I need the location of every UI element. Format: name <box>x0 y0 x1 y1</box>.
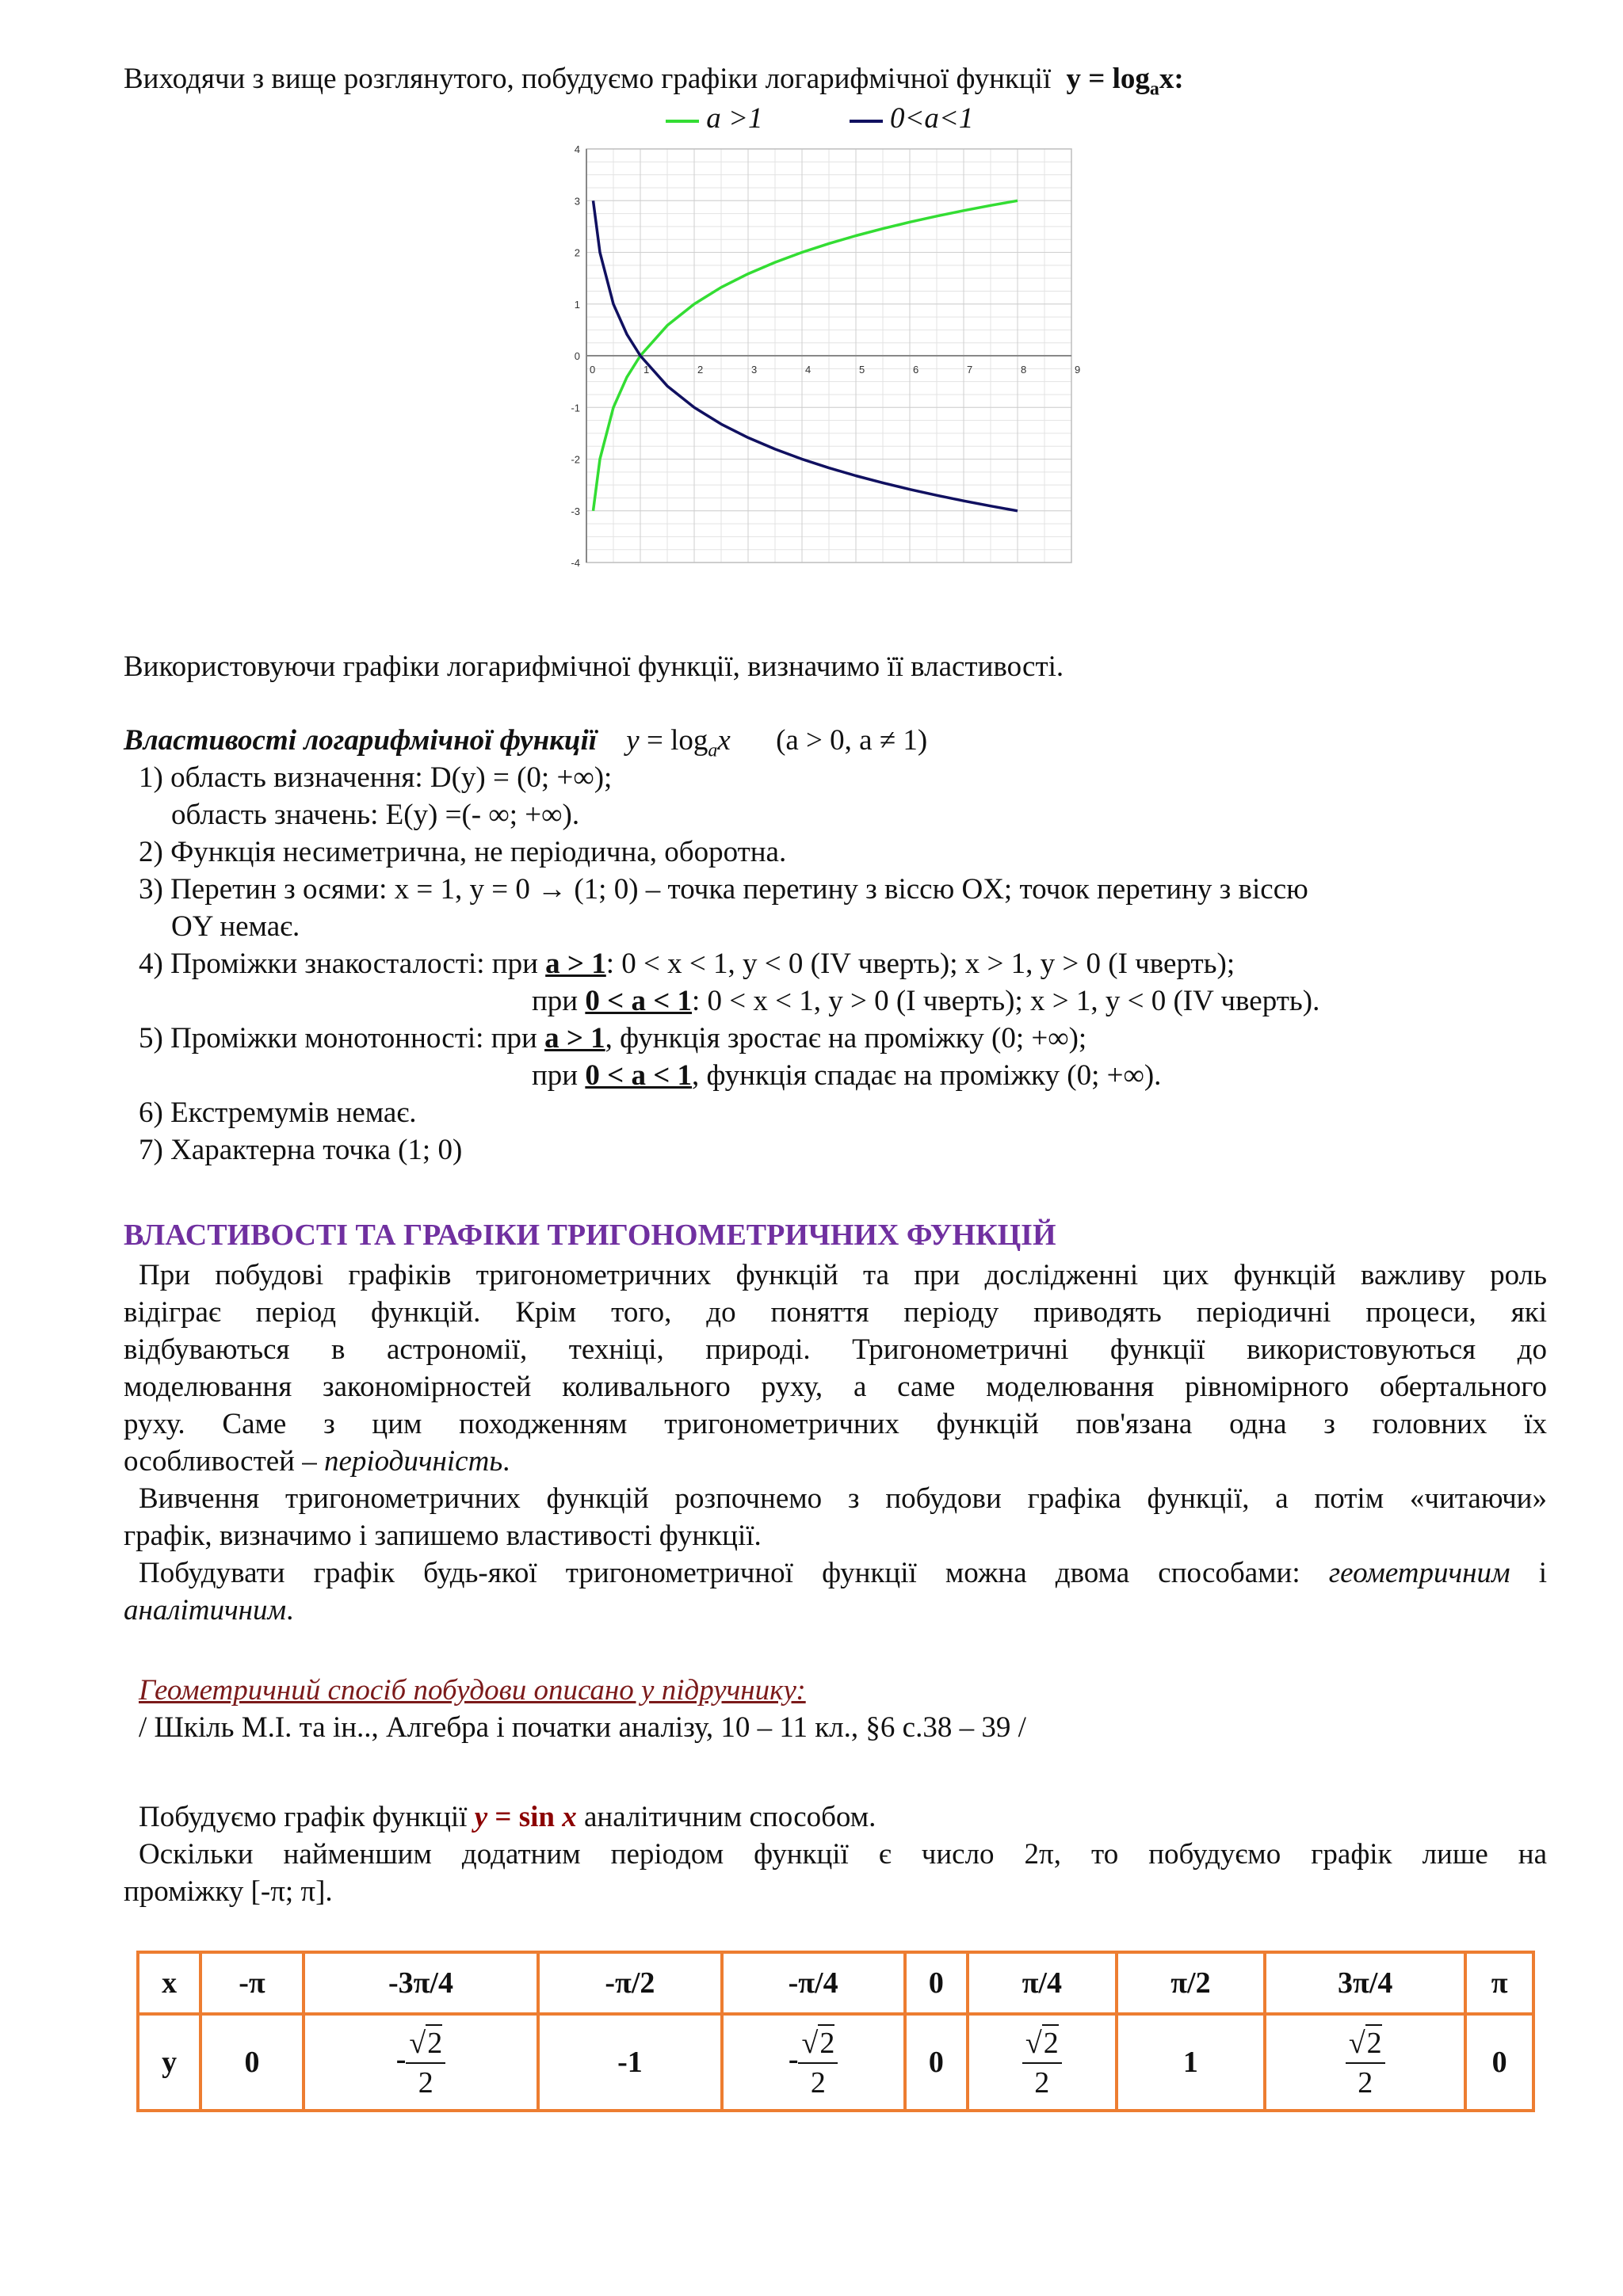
y-value: - $\frac{√2}{2}$ <box>722 2014 905 2111</box>
x-tick-label: 4 <box>805 364 812 376</box>
y-value: 0 <box>200 2014 303 2111</box>
prop-7: 7) Характерна точка (1; 0) <box>139 1134 463 1166</box>
para2-line1: Вивчення тригонометричних функцій розпочнемо з побудови графіка функції, а потім «читаючи» <box>139 1482 1547 1515</box>
y-value: $\frac{√2}{2}$ <box>968 2014 1117 2111</box>
legend-item-green <box>666 102 770 135</box>
legend-swatch-green <box>666 120 699 123</box>
table-row-y <box>138 2014 1533 2111</box>
prop-4a: 4) Проміжки знакосталості: при a > 1: 0 < x < 1, y < 0 (IV чверть); x > 1, y > 0 (I чверть); <box>139 948 1235 980</box>
y-tick-label: -1 <box>571 402 580 414</box>
y-value: 0 <box>905 2014 968 2111</box>
y-tick-label: 4 <box>574 143 580 155</box>
x-value: -π/2 <box>538 1952 721 2014</box>
table-row-x <box>138 1952 1533 2014</box>
sin-values-table <box>136 1951 1535 2112</box>
prop-3a: 3) Перетин з осями: x = 1, y = 0 → (1; 0) – точка перетину з віссю OX; точок перетину з віссю <box>139 873 1308 906</box>
para1-line1: При побудові графіків тригонометричних функцій та при дослідженні цих функцій важливу роль <box>139 1259 1547 1291</box>
para2-line2: графік, визначимо і запишемо властивості функції. <box>124 1520 762 1552</box>
legend-label-green: a >1 <box>706 102 763 135</box>
legend-swatch-navy <box>850 120 883 123</box>
y-tick-label: -4 <box>571 557 580 569</box>
x-tick-label: 0 <box>590 364 596 376</box>
intro-text: Виходячи з вище розглянутого, побудуємо графіки логарифмічної функції <box>124 63 1052 95</box>
x-value: 3π/4 <box>1265 1952 1465 2014</box>
prop-5b: при 0 < a < 1, функція спадає на проміжку (0; +∞). <box>532 1059 1162 1092</box>
para1-line2: відіграє період функцій. Крім того, до поняття періоду приводять періодичні процеси, які <box>124 1296 1547 1329</box>
geom-link-text[interactable]: Геометричний спосіб побудови описано у підручнику: <box>139 1674 806 1707</box>
y-tick-label: 3 <box>574 195 580 208</box>
period-line1: Оскільки найменшим додатним періодом функції є число 2π, то побудуємо графік лише на <box>139 1838 1547 1871</box>
x-tick-label: 5 <box>859 364 865 376</box>
period-line2: проміжку [-π; π]. <box>124 1875 333 1908</box>
y-value: -1 <box>538 2014 721 2111</box>
x-tick-label: 8 <box>1021 364 1027 376</box>
y-value: 0 <box>1465 2014 1533 2111</box>
use-graphs-text: Використовуючи графіки логарифмічної функції, визначимо її властивості. <box>124 650 1064 683</box>
trig-heading: ВЛАСТИВОСТІ ТА ГРАФІКИ ТРИГОНОМЕТРИЧНИХ ФУНКЦІЙ <box>124 1219 1056 1252</box>
sin-formula: y = sin x <box>474 1801 577 1833</box>
para1-line4: моделювання закономірностей коливального руху, а саме моделювання рівномірного обертального <box>124 1371 1547 1403</box>
y-tick-label: 1 <box>574 298 580 311</box>
para3-line2: аналітичним. <box>124 1594 294 1627</box>
x-label: x <box>138 1952 200 2014</box>
x-value: -3π/4 <box>304 1952 539 2014</box>
para1-line3: відбуваються в астрономії, техніці, природі. Тригонометричні функції використовуються до <box>124 1333 1547 1366</box>
reference: / Шкіль М.І. та ін.., Алгебра і початки аналізу, 10 – 11 кл., §6 с.38 – 39 / <box>139 1711 1026 1744</box>
x-tick-label: 9 <box>1075 364 1081 376</box>
cond-a-gt-1: a > 1 <box>545 948 606 980</box>
prop-3b: OY немає. <box>171 910 300 943</box>
x-tick-label: 3 <box>751 364 758 376</box>
x-tick-label: 6 <box>913 364 919 376</box>
intro-formula: $y = \log_ax$: <box>1066 63 1184 100</box>
para1-line5: руху. Саме з цим походженням тригонометричних функцій пов'язана одна з головних їх <box>124 1408 1547 1440</box>
prop-2: 2) Функція несиметрична, не періодична, оборотна. <box>139 836 787 868</box>
prop-1a: 1) область визначення: D(y) = (0; +∞); <box>139 761 613 794</box>
geom-link[interactable] <box>139 1672 806 1710</box>
y-tick-label: 2 <box>574 246 580 259</box>
props-formula: $y = \log_ax$ <box>626 724 731 761</box>
chart-legend <box>666 100 973 138</box>
x-tick-label: 2 <box>697 364 704 376</box>
y-tick-label: -2 <box>571 453 580 466</box>
x-tick-label: 7 <box>967 364 973 376</box>
x-tick-label: 1 <box>643 364 650 376</box>
props-title: Властивості логарифмічної функції <box>124 724 598 757</box>
y-value: 1 <box>1117 2014 1266 2111</box>
y-value: - $\frac{√2}{2}$ <box>304 2014 539 2111</box>
y-label: y <box>138 2014 200 2111</box>
intro-line <box>124 60 1184 108</box>
legend-label-navy: 0<a<1 <box>889 102 974 135</box>
props-condition: (a > 0, a ≠ 1) <box>776 724 928 757</box>
x-value: π/2 <box>1117 1952 1266 2014</box>
prop-1b: область значень: E(y) =(- ∞; +∞). <box>171 799 580 831</box>
x-value: -π <box>200 1952 303 2014</box>
y-value: $\frac{√2}{2}$ <box>1265 2014 1465 2111</box>
x-value: -π/4 <box>722 1952 905 2014</box>
cond-0-lt-a-lt-1: 0 < a < 1 <box>585 985 693 1017</box>
x-value: π/4 <box>968 1952 1117 2014</box>
para3-line1: Побудувати графік будь-якої тригонометричної функції можна двома способами: геометричним і <box>139 1557 1548 1589</box>
para1-line6: особливостей – періодичність. <box>124 1445 510 1478</box>
legend-item-navy <box>850 102 974 135</box>
prop-6: 6) Екстремумів немає. <box>139 1097 417 1129</box>
y-tick-label: -3 <box>571 505 580 517</box>
log-chart <box>539 143 1094 578</box>
prop-5a: 5) Проміжки монотонності: при a > 1, функція зростає на проміжку (0; +∞); <box>139 1022 1087 1055</box>
x-value: 0 <box>905 1952 968 2014</box>
prop-4b: при 0 < a < 1: 0 < x < 1, y > 0 (I чверть); x > 1, y < 0 (IV чверть). <box>532 985 1320 1017</box>
x-value: π <box>1465 1952 1533 2014</box>
build-sin-line: Побудуємо графік функції y = sin x аналітичним способом. <box>139 1801 876 1833</box>
y-tick-label: 0 <box>574 350 580 362</box>
